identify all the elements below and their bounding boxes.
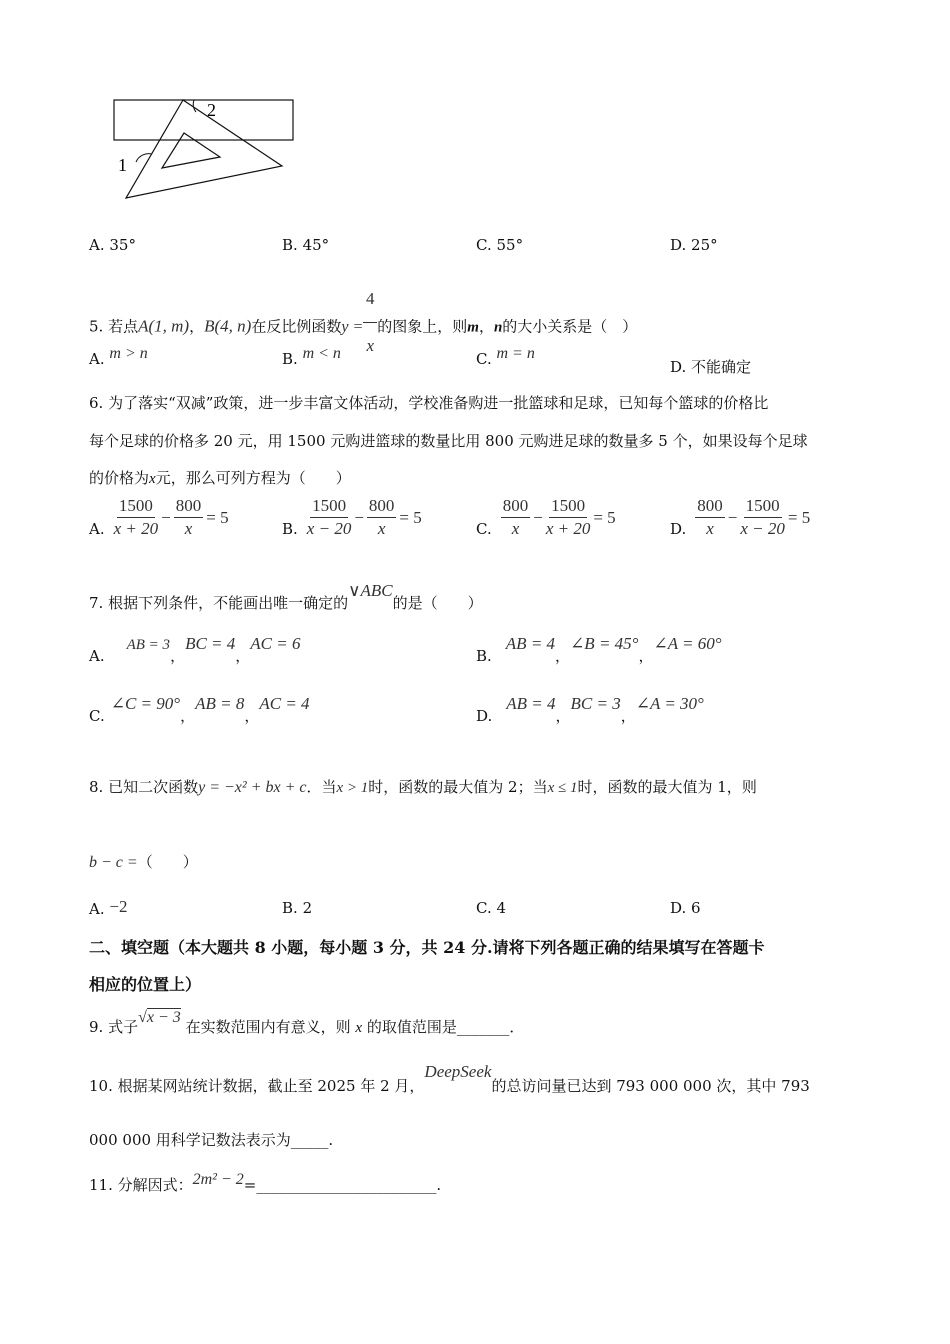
q6-option-c[interactable]: C. $\frac{800}{x}$ − $\frac{1500}{x + 20}$ = 5 — [476, 496, 616, 538]
q5-option-c[interactable]: C. m = n — [476, 345, 535, 368]
q4-option-d[interactable]: D. 25° — [670, 236, 718, 254]
q7-option-b[interactable]: B.AB = 4，∠B = 45°，∠A = 60° — [476, 634, 722, 665]
q8-option-b[interactable]: B. 2 — [282, 899, 313, 917]
q7-option-a[interactable]: A.AB = 3，BC = 4，AC = 6 — [89, 634, 301, 665]
q6-line-2: 每个足球的价格多 20 元，用 1500 元购进篮球的数量比用 800 元购进足球的数量多 5 个，如果设每个足球 — [89, 432, 808, 450]
q10-line-2: 000 000 用科学记数法表示为_____. — [89, 1131, 334, 1149]
ruler-rectangle — [114, 100, 293, 140]
q8-option-d[interactable]: D. 6 — [670, 899, 701, 917]
q6-option-d[interactable]: D. $\frac{800}{x}$ − $\frac{1500}{x - 20}$ = 5 — [670, 496, 811, 538]
section-2-heading-line-2: 相应的位置上） — [89, 975, 202, 994]
angle-2-arc — [193, 100, 196, 112]
angle-2-label: 2 — [207, 100, 216, 120]
q8-ask: b − c =（ ） — [89, 853, 198, 871]
set-square-outer — [126, 100, 282, 198]
q10-line-1: 10. 根据某网站统计数据，截止至 2025 年 2 月，DeepSeek的总访问量已达到 793 000 000 次，其中 793 — [89, 1062, 810, 1095]
q6-line-3: 的价格为x元，那么可列方程为（ ） — [89, 469, 351, 487]
q6-option-b[interactable]: B. $\frac{1500}{x - 20}$ − $\frac{800}{x}$ = 5 — [282, 496, 422, 538]
q4-option-a[interactable]: A. 35° — [89, 236, 136, 254]
q7-stem: 7. 根据下列条件，不能画出唯一确定的∨ABC的是（ ） — [89, 581, 483, 612]
q7-option-c[interactable]: C.∠C = 90°，AB = 8，AC = 4 — [89, 694, 310, 725]
q8-option-c[interactable]: C. 4 — [476, 899, 507, 917]
q4-option-b[interactable]: B. 45° — [282, 236, 330, 254]
q9-stem: 9. 式子√x − 3 在实数范围内有意义，则 x 的取值范围是_______． — [89, 1009, 525, 1036]
q8-stem: 8. 已知二次函数y = −x² + bx + c．当x > 1时，函数的最大值为 2；当x ≤ 1时，函数的最大值为 1，则 — [89, 778, 757, 796]
q5-option-d[interactable]: D. 不能确定 — [670, 358, 752, 376]
q6-option-a[interactable]: A. $\frac{1500}{x + 20}$ − $\frac{800}{x}$ = 5 — [89, 496, 229, 538]
angle-1-label: 1 — [118, 155, 127, 175]
q11-stem: 11. 分解因式：2m² − 2=________________________. — [89, 1171, 442, 1194]
q5-option-a[interactable]: A. m > n — [89, 345, 148, 368]
section-2-heading-line-1: 二、填空题（本大题共 8 小题，每小题 3 分，共 24 分.请将下列各题正确的结果填写在答题卡 — [89, 938, 765, 957]
set-square-inner — [162, 133, 220, 168]
q5-stem: 5. 若点A(1, m)，B(4, n)在反比例函数y = $\frac{4}{x}$ 的图象上，则m，n的大小关系是（ ） — [89, 289, 638, 355]
q4-figure — [100, 90, 310, 210]
q5-option-b[interactable]: B. m < n — [282, 345, 341, 368]
q7-option-d[interactable]: D.AB = 4，BC = 3，∠A = 30° — [476, 694, 704, 725]
q4-option-c[interactable]: C. 55° — [476, 236, 524, 254]
q8-option-a[interactable]: A. −2 — [89, 897, 128, 918]
q6-line-1: 6. 为了落实“双减”政策，进一步丰富文体活动，学校准备购进一批篮球和足球，已知每个篮球的价格比 — [89, 394, 769, 412]
